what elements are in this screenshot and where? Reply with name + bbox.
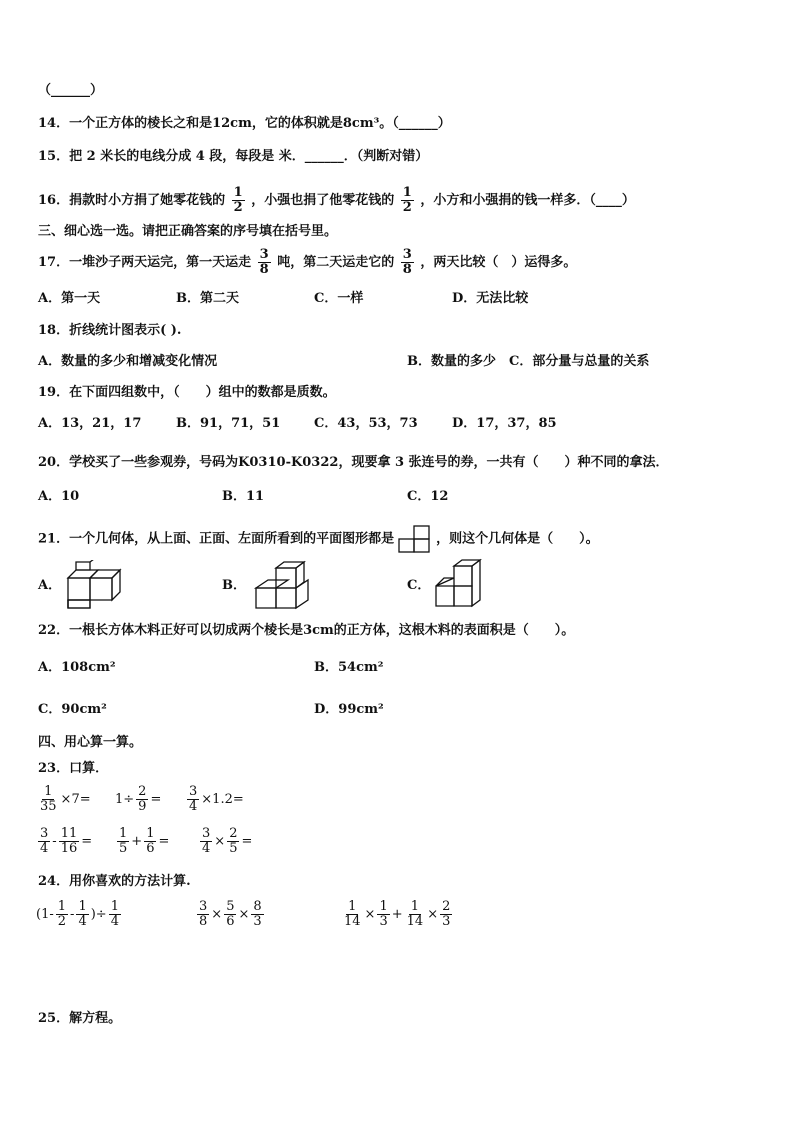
q21-option-c-label: C． [407,578,431,593]
q24-expr-2: $\frac{3}{8}$ × $\frac{5}{6}$ × $\frac{8}{3}$ [199,899,262,929]
fraction-three-eighths: $\frac{3}{8}$ [259,247,269,277]
q19-option-b: B．91，71，51 [176,416,281,431]
q23-expr-4: $\frac{3}{4}$ - $\frac{11}{16}$ = [40,826,93,856]
q24-expr-1: (1- $\frac{1}{2}$ - $\frac{1}{4}$ )÷ $\frac{1}{4}$ [36,899,119,929]
q22-option-a: A．108cm² [38,660,116,675]
top-blank: （______） [38,83,104,98]
q17-option-c: C．一样 [314,291,364,306]
q23-expr-6: $\frac{3}{4}$ × $\frac{2}{5}$ = [202,826,253,856]
q23-expr-1: $\frac{1}{35}$ ×7= [40,784,91,814]
question-19: 19．在下面四组数中，（ ）组中的数都是质数。 [38,385,336,400]
q20-option-a: A．10 [38,489,80,504]
q21-option-a-label: A． [38,578,62,593]
cube-figure-b-icon [252,560,322,610]
q22-option-c: C．90cm² [38,702,107,717]
fraction-one-half: $\frac{1}{2}$ [402,185,412,215]
fraction-three-eighths: $\frac{3}{8}$ [402,247,412,277]
question-17: 17．一堆沙子两天运完，第一天运走 $\frac{3}{8}$ 吨，第二天运走它的 $\frac{3}{8}$ ，两天比较（ ）运得多。 [38,247,577,277]
q23-expr-5: $\frac{1}{5}$ + $\frac{1}{6}$ = [119,826,170,856]
q17-option-d: D．无法比较 [452,291,529,306]
fraction-one-half: $\frac{1}{2}$ [233,185,243,215]
q24-expr-3: $\frac{1}{14}$ × $\frac{1}{3}$ + $\frac{1}{14}$ × $\frac{2}{3}$ [344,899,451,929]
q19-option-a: A．13，21，17 [38,416,142,431]
question-16: 16．捐款时小方捐了她零花钱的 $\frac{1}{2}$ ，小强也捐了他零花钱的 $\frac{1}{2}$ ，小方和小强捐的钱一样多．（____） [38,185,635,215]
section-4-heading: 四、用心算一算。 [38,735,143,750]
q18-option-a: A．数量的多少和增减变化情况 [38,354,218,369]
q19-option-c: C．43，53，73 [314,416,418,431]
q21-option-b-label: B． [222,578,246,593]
question-21: 21．一个几何体，从上面、正面、左面所看到的平面图形都是 ，则这个几何体是（ ）。 [38,524,599,554]
q17-option-b: B．第二天 [176,291,239,306]
q22-option-b: B．54cm² [314,660,384,675]
three-view-shape-icon [397,524,433,554]
question-22: 22．一根长方体木料正好可以切成两个棱长是3cm的正方体，这根木料的表面积是（ ）。 [38,623,575,638]
question-24-title: 24．用你喜欢的方法计算. [38,874,191,889]
q18-option-bc: B．数量的多少 C．部分量与总量的关系 [407,354,650,369]
cube-figure-a-icon [64,560,134,610]
question-18: 18．折线统计图表示( ). [38,323,182,338]
q22-option-d: D．99cm² [314,702,384,717]
q17-option-a: A．第一天 [38,291,101,306]
q20-option-c: C．12 [407,489,449,504]
q19-option-d: D．17，37，85 [452,416,557,431]
question-25: 25．解方程。 [38,1011,122,1026]
question-23-title: 23．口算． [38,761,109,776]
q23-expr-3: $\frac{3}{4}$ ×1.2= [189,784,244,814]
q23-expr-2: 1÷ $\frac{2}{9}$ = [115,784,162,814]
question-14: 14．一个正方体的棱长之和是12cm，它的体积就是8cm³。（______） [38,116,451,131]
question-20: 20．学校买了一些参观券，号码为K0310-K0322，现要拿 3 张连号的券，一共有（ ）种不同的拿法． [38,455,669,470]
cube-figure-c-icon [432,558,492,610]
section-3-heading: 三、细心选一选。请把正确答案的序号填在括号里。 [38,224,338,239]
q20-option-b: B．11 [222,489,265,504]
question-15: 15．把 2 米长的电线分成 4 段，每段是 米．______．（判断对错） [38,149,429,164]
